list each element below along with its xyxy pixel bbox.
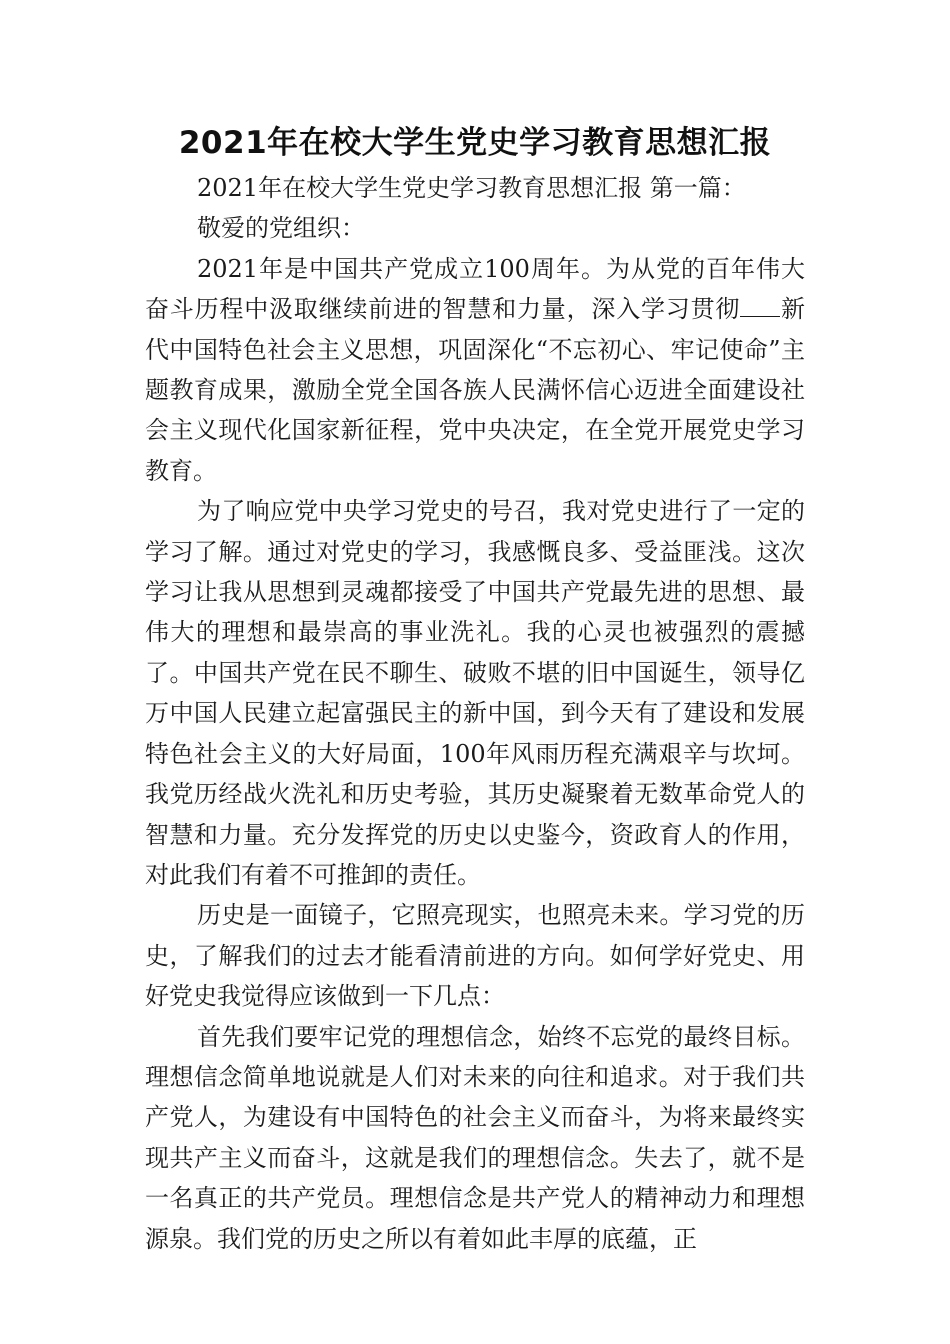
paragraph-1 [145, 249, 805, 491]
document-body [145, 168, 805, 1259]
paragraph-1-rest: 新代中国特色社会主义思想，巩固深化“不忘初心、牢记使命”主题教育成果，激励全党全国各族人民满怀信心迈进全面建设社会主义现代化国家新征程，党中央决定，在全党开展党史学习教育。 [145, 295, 806, 485]
paragraph-2: 为了响应党中央学习党史的号召，我对党史进行了一定的学习了解。通过对党史的学习，我感慨良多、受益匪浅。这次学习让我从思想到灵魂都接受了中国共产党最先进的思想、最伟大的理想和最崇高的事业洗礼。我的心灵也被强烈的震撼了。中国共产党在民不聊生、破败不堪的旧中国诞生，领导亿万中国人民建立起富强民主的新中国，到今天有了建设和发展特色社会主义的大好局面，100年风雨历程充满艰辛与坎坷。我党历经战火洗礼和历史考验，其历史凝聚着无数革命党人的智慧和力量。充分发挥党的历史以史鉴今，资政育人的作用，对此我们有着不可推卸的责任。 [145, 497, 805, 889]
document-title: 2021年在校大学生党史学习教育思想汇报 [178, 125, 772, 161]
paragraph-4: 首先我们要牢记党的理想信念，始终不忘党的最终目标。理想信念简单地说就是人们对未来的向往和追求。对于我们共产党人，为建设有中国特色的社会主义而奋斗，为将来最终实现共产主义而奋斗，这就是我们的理想信念。失去了，就不是一名真正的共产党员。理想信念是共产党人的精神动力和理想源泉。我们党的历史之所以有着如此丰厚的底蕴，正 [145, 1022, 805, 1253]
redacted-blank [740, 296, 780, 317]
paragraph-3: 历史是一面镜子，它照亮现实，也照亮未来。学习党的历史，了解我们的过去才能看清前进的方向。如何学好党史、用好党史我觉得应该做到一下几点： [145, 901, 805, 1011]
salutation-line: 敬爱的党组织： [197, 214, 365, 243]
paragraph-1-start: 2021年是中国共产党成立100周年。为从党的百年伟大奋斗历程中汲取继续前进的智慧和力量，深入学习贯彻 [145, 254, 805, 324]
subtitle-line: 2021年在校大学生党史学习教育思想汇报 第一篇： [197, 174, 746, 202]
